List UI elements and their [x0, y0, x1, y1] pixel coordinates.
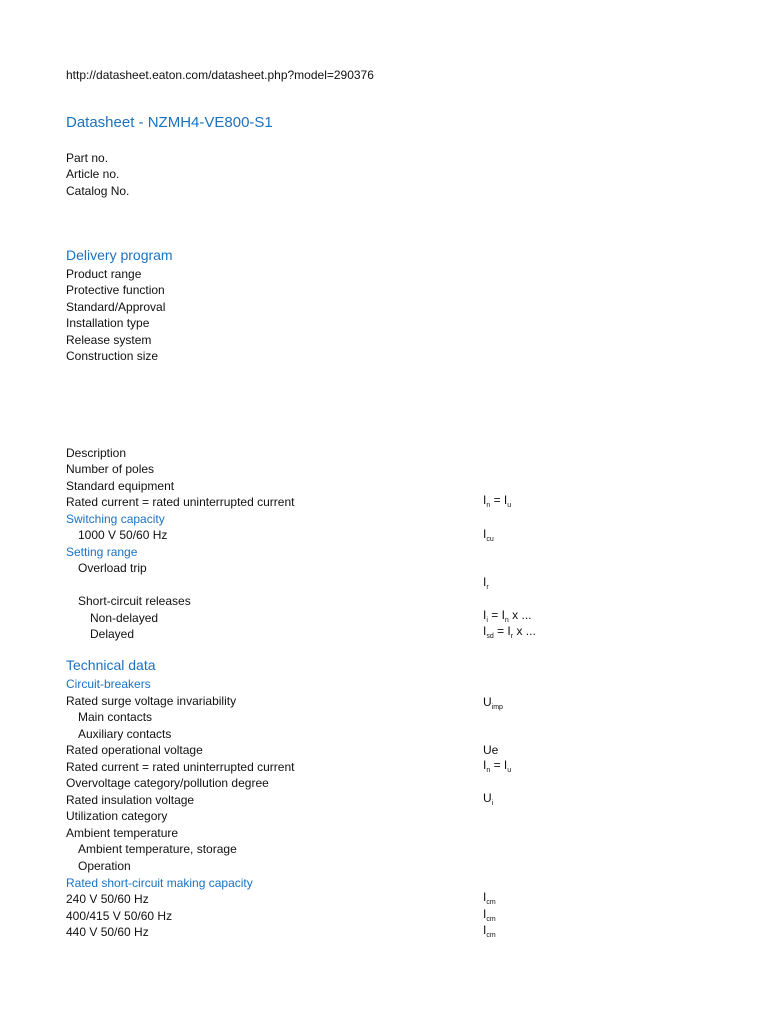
poles-label: Number of poles — [66, 462, 155, 476]
aux-contacts-label: Auxiliary contacts — [78, 727, 172, 741]
utilization-label: Utilization category — [66, 809, 168, 823]
mc-240-label: 240 V 50/60 Hz — [66, 892, 149, 906]
delivery-item: Release system — [66, 333, 152, 347]
delivery-item: Product range — [66, 267, 142, 281]
short-circuit-label: Short-circuit releases — [78, 594, 191, 608]
technical-data-heading: Technical data — [66, 657, 156, 673]
part-no-label: Part no. — [66, 151, 109, 165]
non-delayed-label: Non-delayed — [90, 611, 159, 625]
operation-label: Operation — [78, 859, 131, 873]
symbol-uimp: $U_{imp}$ — [483, 695, 503, 711]
overload-trip-label: Overload trip — [78, 561, 147, 575]
symbol-icm: $I_{cm}$ — [483, 923, 496, 939]
making-capacity-heading: Rated short-circuit making capacity — [66, 876, 253, 890]
symbol-in-iu-2: $I_n = I_u$ — [483, 758, 512, 774]
symbol-ir: $I_r$ — [483, 575, 489, 591]
article-no-label: Article no. — [66, 167, 120, 181]
catalog-no-label: Catalog No. — [66, 184, 130, 198]
ambient-label: Ambient temperature — [66, 826, 179, 840]
symbol-icu: $I_{cu}$ — [483, 527, 494, 543]
setting-range-heading: Setting range — [66, 545, 138, 559]
mc-400-label: 400/415 V 50/60 Hz — [66, 909, 173, 923]
symbol-in-iu: $I_n = I_u$ — [483, 493, 512, 509]
source-url[interactable]: http://datasheet.eaton.com/datasheet.php?model=290376 — [66, 68, 374, 82]
description-label: Description — [66, 446, 127, 460]
switching-capacity-heading: Switching capacity — [66, 512, 165, 526]
delayed-label: Delayed — [90, 627, 135, 641]
standard-equipment-label: Standard equipment — [66, 479, 175, 493]
symbol-icm: $I_{cm}$ — [483, 907, 496, 923]
tech-rated-current-label: Rated current = rated uninterrupted current — [66, 760, 295, 774]
circuit-breakers-heading: Circuit-breakers — [66, 677, 151, 691]
mc-440-label: 440 V 50/60 Hz — [66, 925, 149, 939]
main-contacts-label: Main contacts — [78, 710, 153, 724]
delivery-item: Standard/Approval — [66, 300, 166, 314]
symbol-ui: $U_i$ — [483, 791, 494, 807]
delivery-item: Protective function — [66, 283, 165, 297]
symbol-ii: $I_i = I_n$ x ... — [483, 608, 532, 624]
insulation-label: Rated insulation voltage — [66, 793, 195, 807]
op-voltage-label: Rated operational voltage — [66, 743, 203, 757]
delivery-item: Installation type — [66, 316, 150, 330]
rated-current-label: Rated current = rated uninterrupted current — [66, 495, 295, 509]
ambient-storage-label: Ambient temperature, storage — [78, 842, 237, 856]
surge-voltage-label: Rated surge voltage invariability — [66, 694, 237, 708]
delivery-program-heading: Delivery program — [66, 247, 173, 263]
page-title: Datasheet - NZMH4-VE800-S1 — [66, 114, 273, 131]
symbol-ue: Ue — [483, 743, 499, 757]
delivery-item: Construction size — [66, 349, 159, 363]
sc-1000v-label: 1000 V 50/60 Hz — [78, 528, 168, 542]
symbol-isd: $I_{sd} = I_r$ x ... — [483, 624, 536, 640]
overvoltage-label: Overvoltage category/pollution degree — [66, 776, 269, 790]
symbol-icm: $I_{cm}$ — [483, 890, 496, 906]
